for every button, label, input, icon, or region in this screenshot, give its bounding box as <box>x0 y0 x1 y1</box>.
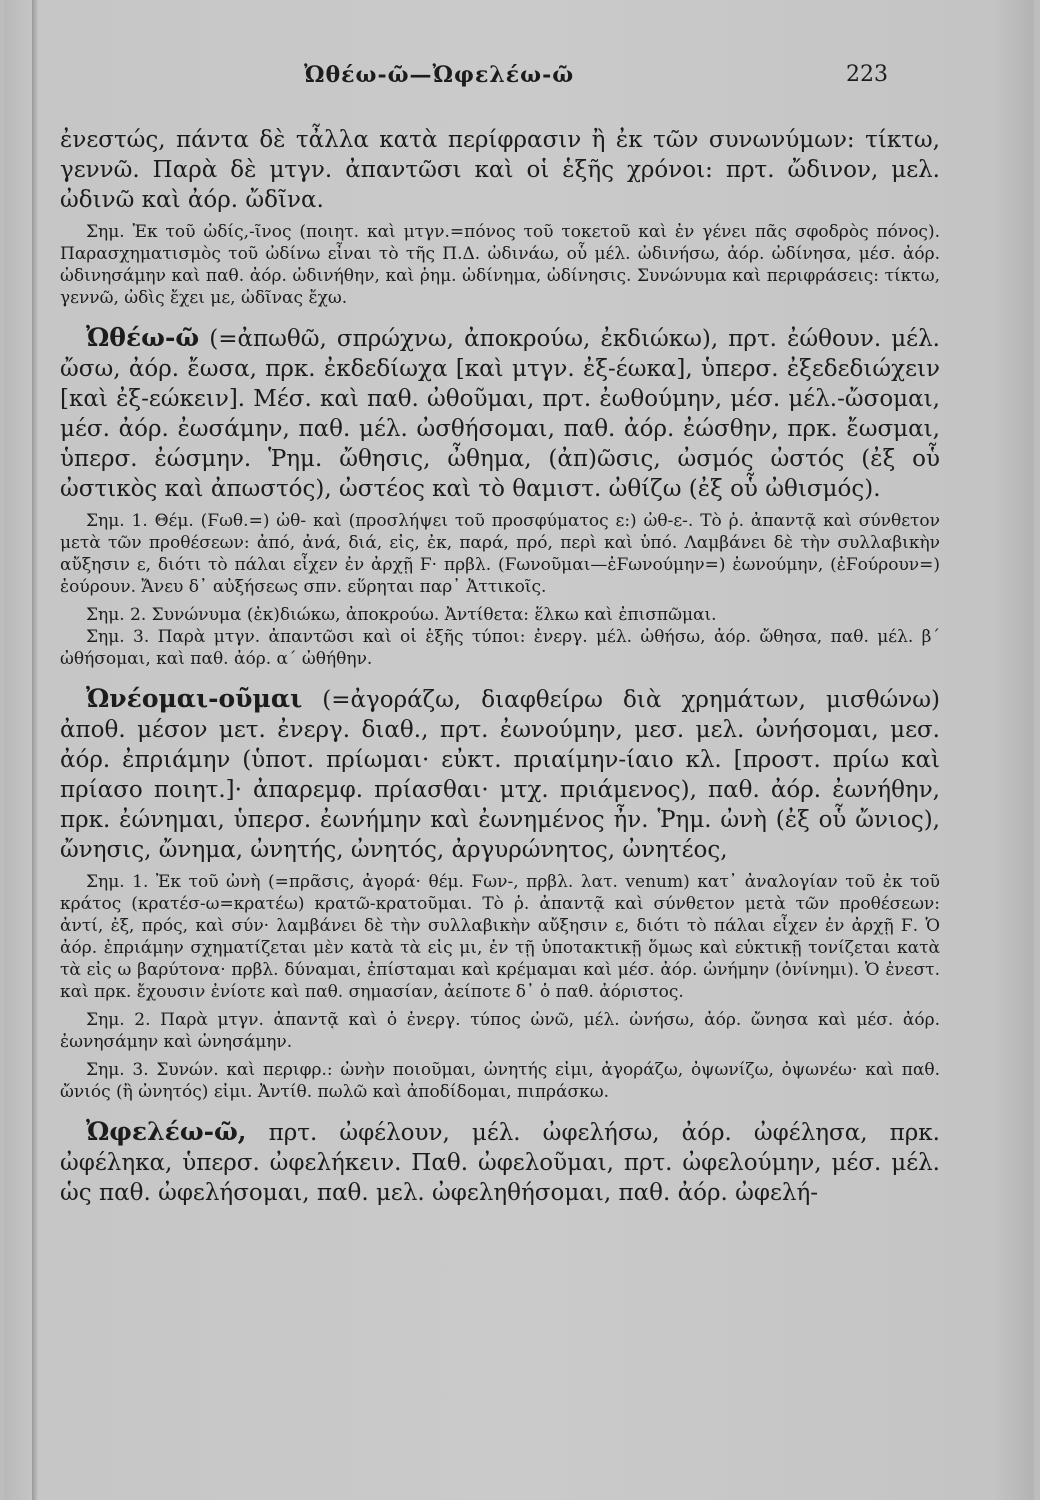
note-otheo-2: Σημ. 2. Συνώνυμα (ἐκ)διώκω, ἀποκρούω. Ἀντίθετα: ἕλκω καὶ ἐπισπῶμαι. <box>86 605 717 625</box>
note-otheo-3: Σημ. 3. Παρὰ μτγν. ἀπαντῶσι καὶ οἱ ἑξῆς τύποι: ἐνεργ. μέλ. ὠθήσω, ἀόρ. ὤθησα, παθ. μέλ. β´ ὠθήσομαι, καὶ παθ. ἀόρ. α´ ὠθήθην. <box>60 627 940 669</box>
book-page <box>4 0 1034 1500</box>
note-oneomai-1: Σημ. 1. Ἐκ τοῦ ὠνὴ (=πρᾶσις, ἀγορά· θέμ. Ϝων-, πρβλ. λατ. venum) κατ᾽ ἀναλογίαν τοῦ ἐκ τοῦ κράτος (κρατέσ-ω=κρατέω) κρατῶ-κρατοῦμαι. Τὸ ῥ. ἀπαντᾷ καὶ σύνθετον μετὰ τῶν προθέσεων: ἀντί, ἐξ, πρός, καὶ σύν· λαμβάνει δὲ τὴν συλλαβικὴν αὔξησιν ε, διότι τὸ πάλαι εἶχεν ἐν ἀρχῇ Ϝ. Ὁ ἀόρ. ἐπριάμην σχηματίζεται μὲν κατὰ τὰ εἰς μι, ἐν τῇ ὑποτακτικῇ ὅμως καὶ εὐκτικῇ τονίζεται κατὰ τὰ εἰς ω βαρύτονα· πρβλ. δύναμαι, ἐπίσταμαι καὶ κρέμαμαι καὶ μέσ. ἀόρ. ὠνήμην (ὀνίνημι). Ὁ ἐνεστ. καὶ πρκ. ἔχουσιν ἐνίοτε καὶ παθ. σημασίαν, ἀείποτε δ᾽ ὁ παθ. ἀόριστος. <box>60 872 940 1002</box>
page-content <box>60 125 940 1208</box>
page-number: 223 <box>846 62 888 87</box>
entry-body: πρτ. ὠφέλουν, μέλ. ὠφελήσω, ἀόρ. ὠφέλησα, πρκ. ὠφέληκα, ὑπερσ. ὠφελήκειν. Παθ. ὠφελοῦμαι, πρτ. ὠφελούμην, μέσ. μέλ. ὡς παθ. ὠφελήσομαι, παθ. μελ. ὠφεληθήσομαι, παθ. ἀόρ. ὠφελή- <box>60 1120 940 1206</box>
note-oneomai-3: Σημ. 3. Συνών. καὶ περιφρ.: ὠνὴν ποιοῦμαι, ὠνητής εἰμι, ἀγοράζω, ὀψωνίζω, ὀψωνέω· καὶ παθ. ὤνιός (ἢ ὠνητός) εἰμι. Ἀντίθ. πωλῶ καὶ ἀποδίδομαι, πιπράσκω. <box>60 1060 940 1102</box>
entry-headword: Ὠνέομαι-οῦμαι <box>86 684 303 713</box>
entry-body: (=ἀγοράζω, διαφθείρω διὰ χρημάτων, μισθώνω) ἀποθ. μέσον μετ. ἐνεργ. διαθ., πρτ. ἐωνούμην, μεσ. μελ. ὠνήσομαι, μεσ. ἀόρ. ἐπριάμην (ὑποτ. πρίωμαι· εὐκτ. πριαίμην-ίαιο κλ. [προστ. πρίω καὶ πρίασο ποιητ.]· ἀπαρεμφ. πρίασθαι· μτχ. πριάμενος), παθ. ἀόρ. ἐωνήθην, πρκ. ἐώνημαι, ὑπερσ. ἐωνήμην καὶ ἐωνημένος ἦν. Ῥημ. ὠνὴ (ἐξ οὗ ὤνιος), ὤνησις, ὤνημα, ὠνητής, ὠνητός, ἀργυρώνητος, ὠνητέος, <box>60 687 940 863</box>
running-title: Ὠθέω-ῶ—Ὠφελέω-ῶ <box>304 62 575 88</box>
note-oneomai-2: Σημ. 2. Παρὰ μτγν. ἀπαντᾷ καὶ ὁ ἐνεργ. τύπος ὠνῶ, μέλ. ὠνήσω, ἀόρ. ὤνησα καὶ μέσ. ἀόρ. ἐωνησάμην καὶ ὠνησάμην. <box>60 1010 940 1052</box>
entry-opheleo <box>60 1117 940 1208</box>
note-odino: Σημ. Ἐκ τοῦ ὠδίς,-ῖνος (ποιητ. καὶ μτγν.=πόνος τοῦ τοκετοῦ καὶ ἐν γένει πᾶς σφοδρὸς πόνος). Παρασχηματισμὸς τοῦ ὠδίνω εἶναι τὸ τῆς Π.Δ. ὠδινάω, οὗ μέλ. ὠδινήσω, ἀόρ. ὠδίνησα, μέσ. ἀόρ. ὠδινησάμην καὶ παθ. ἀόρ. ὠδινήθην, καὶ ῥημ. ὠδίνημα, ὠδίνησις. Συνώνυμα καὶ περιφράσεις: τίκτω, γεννῶ, ὠδὶς ἔχει με, ὠδῖνας ἔχω. <box>60 222 940 308</box>
entry-headword: Ὠφελέω-ῶ, <box>86 1117 247 1146</box>
entry-otheo <box>60 323 940 504</box>
page-gutter <box>32 0 38 1500</box>
entry-body: (=ἀπωθῶ, σπρώχνω, ἀποκρούω, ἐκδιώκω), πρτ. ἐώθουν. μέλ. ὤσω, ἀόρ. ἔωσα, πρκ. ἐκδεδίωχα [καὶ μτγν. ἐξ-έωκα], ὑπερσ. ἐξεδεδιώχειν [καὶ ἐξ-εώκειν]. Μέσ. καὶ παθ. ὠθοῦμαι, πρτ. ἐωθούμην, μέσ. μέλ.-ὤσομαι, μέσ. ἀόρ. ἐωσάμην, παθ. μέλ. ὠσθήσομαι, παθ. ἀόρ. ἐώσθην, πρκ. ἔωσμαι, ὑπερσ. ἐώσμην. Ῥημ. ὤθησις, ὦθημα, (ἀπ)ῶσις, ὠσμός ὠστός (ἐξ οὗ ὠστικὸς καὶ ἀπωστός), ὠστέος καὶ τὸ θαμιστ. ὠθίζω (ἐξ οὗ ὠθισμός). <box>60 326 940 502</box>
page-header <box>4 62 1040 92</box>
entry-headword: Ὠθέω-ῶ <box>86 323 200 352</box>
entry-oneomai <box>60 684 940 865</box>
paragraph-continuation: ἐνεστώς, πάντα δὲ τἆλλα κατὰ περίφρασιν ἢ ἐκ τῶν συνωνύμων: τίκτω, γεννῶ. Παρὰ δὲ μτγν. ἀπαντῶσι καὶ οἱ ἑξῆς χρόνοι: πρτ. ὤδινον, μελ. ὠδινῶ καὶ ἀόρ. ὤδῖνα. <box>60 127 940 213</box>
note-otheo-1: Σημ. 1. Θέμ. (Ϝωθ.=) ὠθ- καὶ (προσλήψει τοῦ προσφύματος ε:) ὠθ-ε-. Τὸ ῥ. ἀπαντᾷ καὶ σύνθετον μετὰ τῶν προθέσεων: ἀπό, ἀνά, διά, εἰς, ἐκ, παρά, πρό, περὶ καὶ ὑπό. Λαμβάνει δὲ τὴν συλλαβικὴν αὔξησιν ε, διότι τὸ πάλαι εἶχεν ἐν ἀρχῇ Ϝ· πρβλ. (Ϝωνοῦμαι—ἐϜωνούμην=) ἐωνούμην, (ἐϜούρουν=) ἐούρουν. Ἄνευ δ᾽ αὐξήσεως σπν. εὕρηται παρ᾽ Ἀττικοῖς. <box>60 511 940 597</box>
